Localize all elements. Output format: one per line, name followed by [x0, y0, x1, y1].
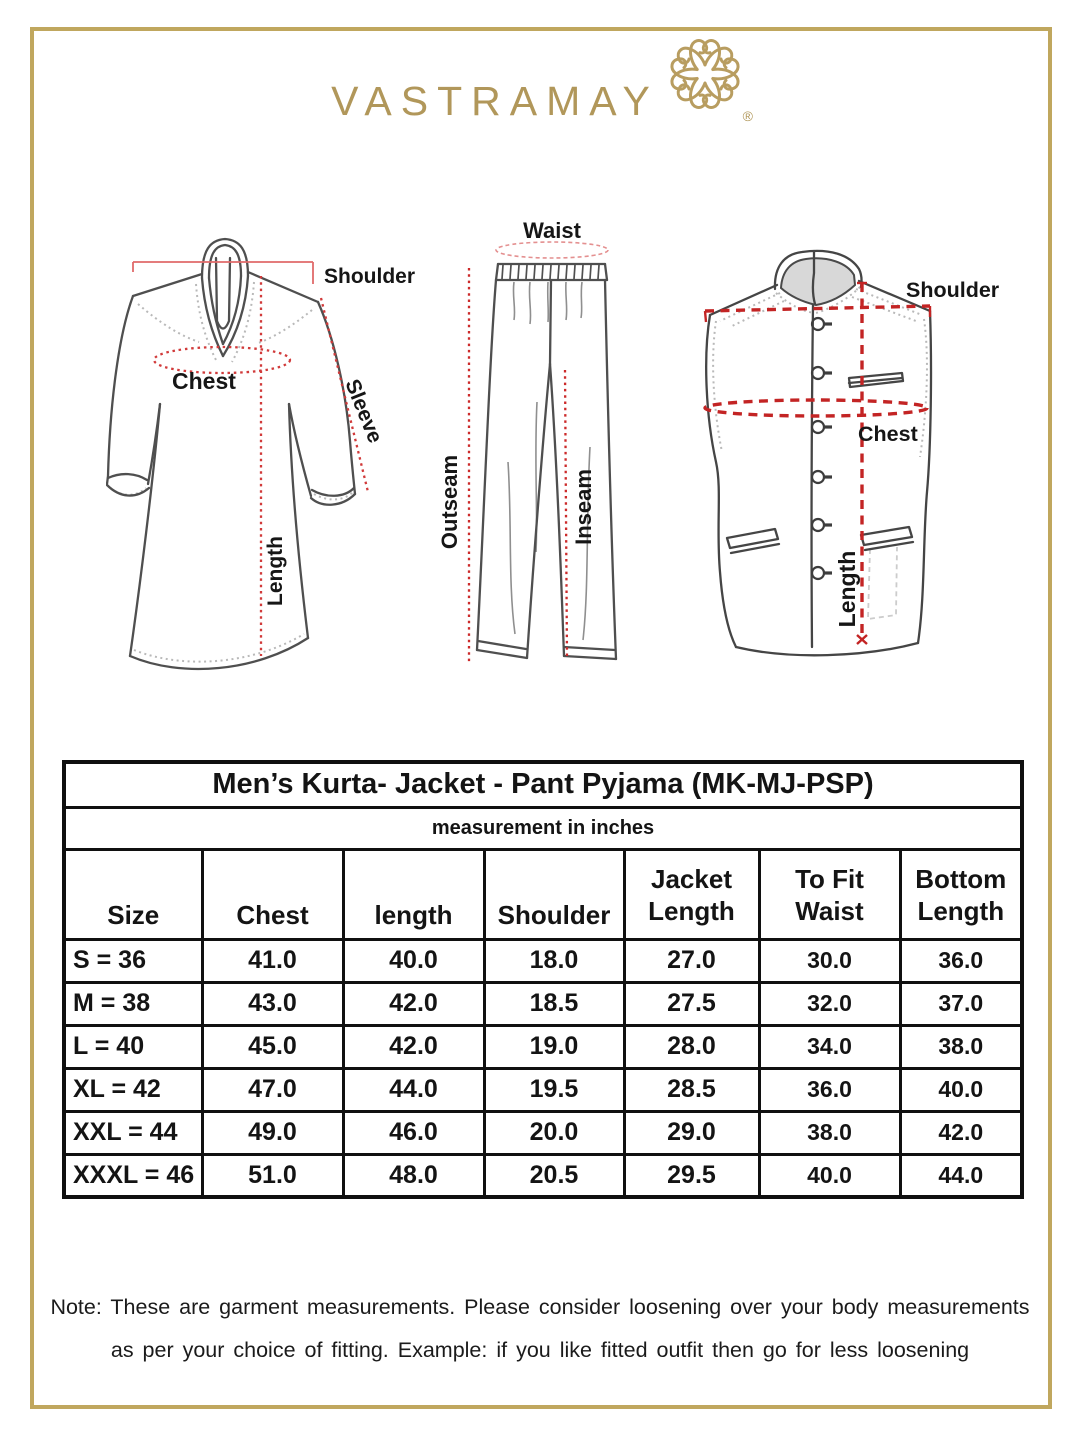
table-row: XXXL = 46 51.0 48.0 20.5 29.5 40.0 44.0	[64, 1154, 1022, 1197]
table-row: S = 36 41.0 40.0 18.0 27.0 30.0 36.0	[64, 939, 1022, 982]
jacket-sketch	[690, 227, 1010, 700]
brand-name: VASTRAMAY	[331, 78, 659, 124]
col-header-chest: Chest	[202, 849, 343, 939]
pyjama-waist-label: Waist	[523, 218, 581, 243]
table-subtitle: measurement in inches	[64, 807, 1022, 849]
pyjama-measurement-diagram	[430, 212, 645, 705]
kurta-chest-label: Chest	[172, 368, 236, 394]
kurta-sleeve-label: Sleeve	[340, 376, 387, 447]
mandala-flower-icon	[661, 34, 753, 130]
table-row: M = 38 43.0 42.0 18.5 27.5 32.0 37.0	[64, 982, 1022, 1025]
jacket-length-label: Length	[834, 550, 860, 628]
pyjama-sketch	[430, 212, 645, 700]
col-header-jacket-length: Jacket Length	[624, 849, 759, 939]
kurta-length-label: Length	[264, 536, 287, 606]
note-line-1: Note: These are garment measurements. Please consider loosening over your body measurements	[50, 1295, 1030, 1319]
pyjama-inseam-label: Inseam	[571, 469, 596, 545]
col-header-to-fit-waist: To Fit Waist	[759, 849, 900, 939]
kurta-measurement-diagram	[106, 226, 451, 701]
table-row: L = 40 45.0 42.0 19.0 28.0 34.0 38.0	[64, 1025, 1022, 1068]
jacket-shoulder-label: Shoulder	[906, 278, 1000, 302]
col-header-length: length	[343, 849, 484, 939]
table-title-row	[64, 762, 1022, 807]
col-header-shoulder: Shoulder	[484, 849, 624, 939]
table-row: XXL = 44 49.0 46.0 20.0 29.0 38.0 42.0	[64, 1111, 1022, 1154]
table-row: XL = 42 47.0 44.0 19.5 28.5 36.0 40.0	[64, 1068, 1022, 1111]
brand-logo	[0, 34, 1080, 130]
size-chart-table	[62, 760, 1024, 1199]
table-subtitle-row	[64, 807, 1022, 849]
jacket-measurement-diagram	[690, 227, 1010, 705]
kurta-shoulder-label: Shoulder	[324, 265, 416, 288]
garment-note	[45, 1286, 1035, 1372]
table-title: Men’s Kurta- Jacket - Pant Pyjama (MK-MJ-PSP)	[64, 762, 1022, 807]
kurta-sketch	[106, 226, 451, 696]
jacket-chest-label: Chest	[858, 422, 918, 446]
pyjama-outseam-label: Outseam	[437, 454, 462, 550]
col-header-bottom-length: Bottom Length	[900, 849, 1022, 939]
col-header-size: Size	[64, 849, 202, 939]
mandala-flower-svg	[661, 34, 749, 130]
note-line-2: as per your choice of fitting. Example: if you like fitted outfit then go for less loosening	[110, 1338, 970, 1362]
table-header-row	[64, 849, 1022, 939]
registered-mark: ®	[742, 108, 753, 124]
